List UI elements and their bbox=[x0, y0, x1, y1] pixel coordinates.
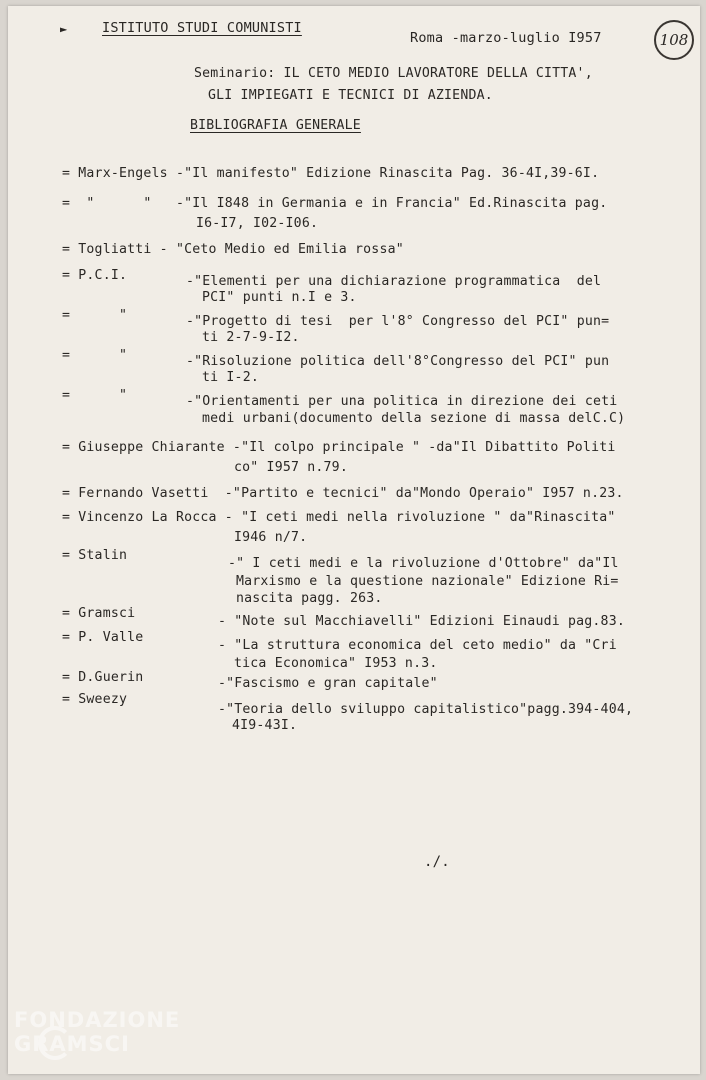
bibliography-entry: = " " -"Il I848 in Germania e in Francia" Ed.Rinascita pag. bbox=[62, 196, 608, 211]
bibliography-entry-continuation: I946 n/7. bbox=[234, 530, 308, 545]
bibliography-entry: -"Orientamenti per una politica in direzione dei ceti bbox=[186, 394, 618, 409]
bibliography-entry: = Marx-Engels -"Il manifesto" Edizione Rinascita Pag. 36-4I,39-6I. bbox=[62, 166, 600, 181]
bibliography-entry: -"Elementi per una dichiarazione programmatica del bbox=[186, 274, 602, 289]
archive-watermark-text: FONDAZIONE GRAMSCI bbox=[14, 1008, 181, 1056]
bibliography-entry-continuation: nascita pagg. 263. bbox=[236, 591, 383, 606]
seminar-title-line-1: Seminario: IL CETO MEDIO LAVORATORE DELLA CITTA', bbox=[194, 66, 593, 81]
bibliography-entry-continuation: Marxismo e la questione nazionale" Edizione Ri= bbox=[236, 574, 619, 589]
bibliography-entry: -"Risoluzione politica dell'8°Congresso del PCI" pun bbox=[186, 354, 610, 369]
bibliography-entry-continuation: medi urbani(documento della sezione di massa delC.C) bbox=[202, 411, 626, 426]
bibliography-author: = Sweezy bbox=[62, 692, 128, 707]
bibliography-author: = " bbox=[62, 308, 128, 323]
continuation-mark: ./. bbox=[424, 854, 450, 870]
bibliography-entry: -"Fascismo e gran capitale" bbox=[218, 676, 438, 691]
bibliography-entry: -" I ceti medi e la rivoluzione d'Ottobre" da"Il bbox=[228, 556, 619, 571]
bibliography-author: = P. Valle bbox=[62, 630, 144, 645]
bibliography-entry-continuation: ti 2-7-9-I2. bbox=[202, 330, 300, 345]
bibliography-entry: -"Teoria dello sviluppo capitalistico"pagg.394-404, bbox=[218, 702, 634, 717]
bibliography-entry-continuation: tica Economica" I953 n.3. bbox=[234, 656, 438, 671]
bibliography-entry-continuation: PCI" punti n.I e 3. bbox=[202, 290, 357, 305]
bibliography-entry: = Vincenzo La Rocca - "I ceti medi nella rivoluzione " da"Rinascita" bbox=[62, 510, 616, 525]
seminar-title-line-2: GLI IMPIEGATI E TECNICI DI AZIENDA. bbox=[208, 88, 493, 103]
institute-name: ISTITUTO STUDI COMUNISTI bbox=[102, 20, 302, 36]
archive-watermark bbox=[12, 1008, 182, 1080]
bibliography-entry: = Giuseppe Chiarante -"Il colpo principale " -da"Il Dibattito Politi bbox=[62, 440, 616, 455]
bibliography-author: = Gramsci bbox=[62, 606, 136, 621]
bibliography-entry: = Fernando Vasetti -"Partito e tecnici" da"Mondo Operaio" I957 n.23. bbox=[62, 486, 624, 501]
bibliography-author: = " bbox=[62, 348, 128, 363]
bibliography-entry: - "La struttura economica del ceto medio" da "Cri bbox=[218, 638, 617, 653]
section-title: BIBLIOGRAFIA GENERALE bbox=[190, 118, 361, 133]
bibliography-entry: = Togliatti - "Ceto Medio ed Emilia rossa" bbox=[62, 242, 404, 257]
page-number: 108 bbox=[654, 20, 694, 60]
place-date: Roma -marzo-luglio I957 bbox=[410, 30, 602, 46]
bibliography-author: = P.C.I. bbox=[62, 268, 128, 283]
bibliography-entry-continuation: 4I9-43I. bbox=[232, 718, 298, 733]
bibliography-entry-continuation: I6-I7, I02-I06. bbox=[196, 216, 319, 231]
bibliography-entry-continuation: co" I957 n.79. bbox=[234, 460, 348, 475]
corner-mark-icon: ► bbox=[60, 22, 68, 36]
bibliography-entry: - "Note sul Macchiavelli" Edizioni Einaudi pag.83. bbox=[218, 614, 625, 629]
bibliography-author: = Stalin bbox=[62, 548, 128, 563]
bibliography-author: = " bbox=[62, 388, 128, 403]
document-page bbox=[8, 6, 700, 1074]
bibliography-entry: -"Progetto di tesi per l'8° Congresso del PCI" pun= bbox=[186, 314, 610, 329]
bibliography-entry-continuation: ti I-2. bbox=[202, 370, 259, 385]
bibliography-author: = D.Guerin bbox=[62, 670, 144, 685]
